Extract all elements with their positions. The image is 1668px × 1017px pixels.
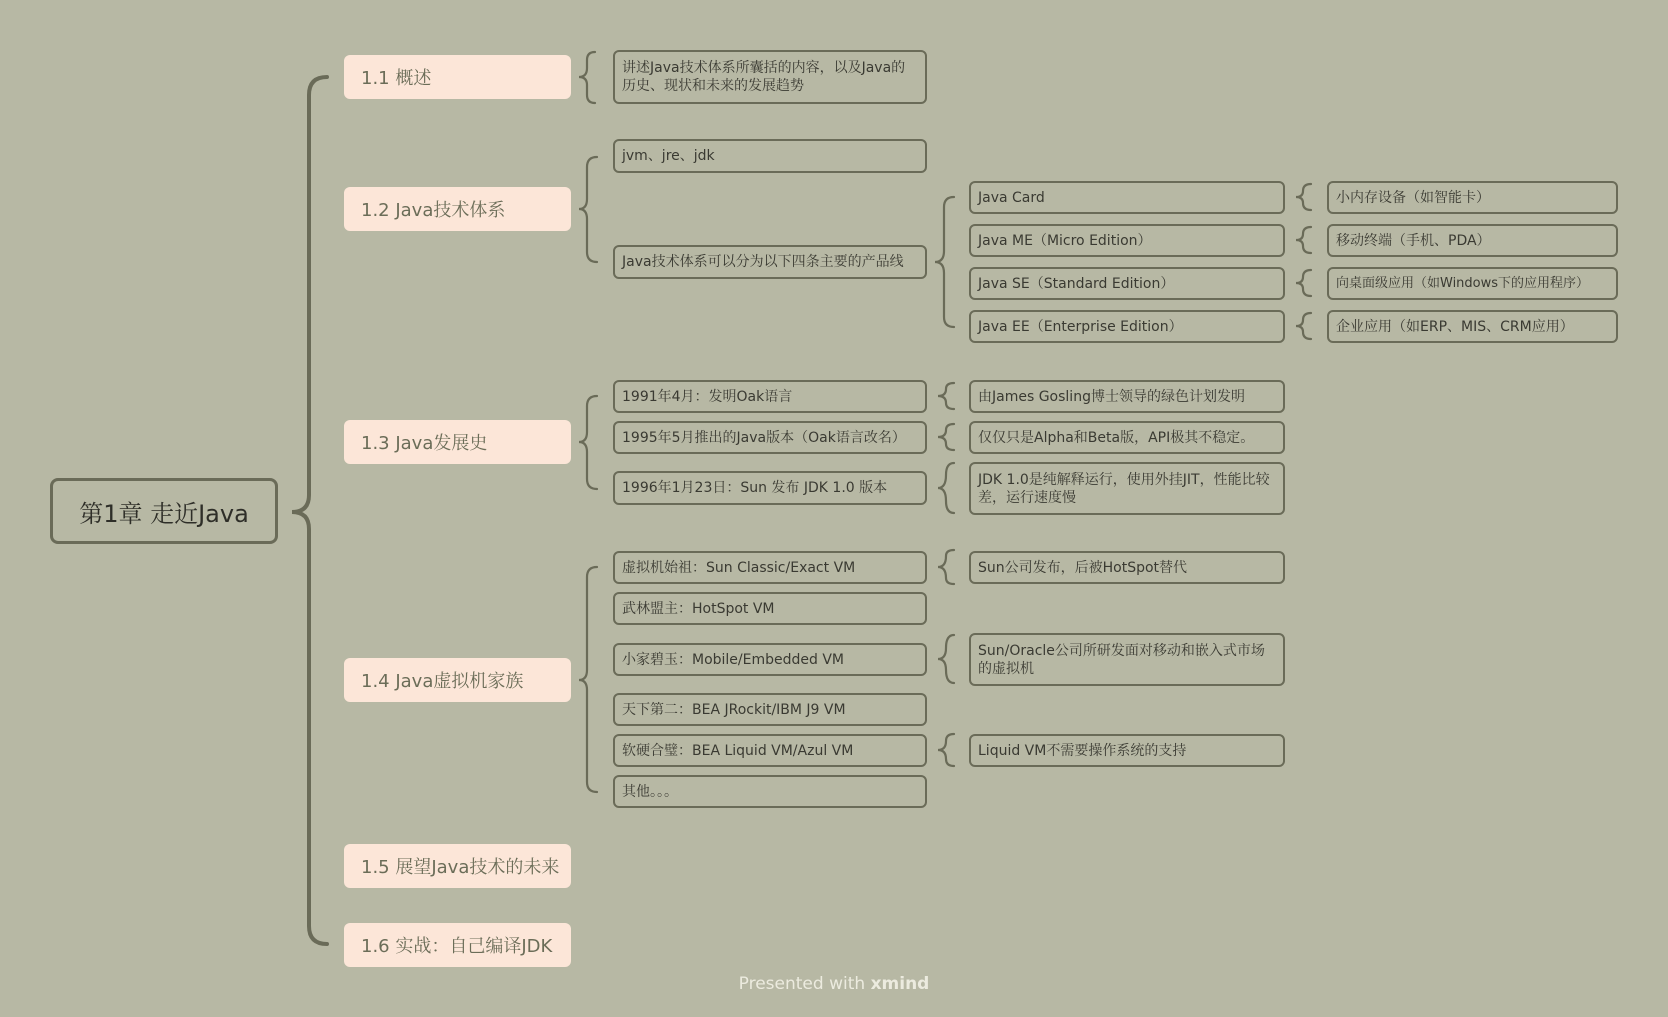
history-event-2[interactable]: [613, 471, 927, 505]
history-note-1[interactable]: [969, 421, 1285, 454]
root-topic-label: 第1章 走近Java: [79, 499, 249, 528]
vm-note-2[interactable]: [969, 734, 1285, 767]
topic-1-2-label: 1.2 Java技术体系: [361, 200, 506, 221]
root-topic[interactable]: [50, 478, 278, 544]
history-note-0[interactable]: [969, 380, 1285, 413]
product-line-0[interactable]: [969, 181, 1285, 214]
vm-item-1[interactable]: [613, 592, 927, 625]
vm-item-2-label: 小家碧玉：Mobile/Embedded VM: [622, 651, 845, 668]
history-event-0[interactable]: [613, 380, 927, 413]
product-line-1[interactable]: [969, 224, 1285, 257]
product-line-0-label: Java Card: [978, 189, 1045, 206]
product-line-desc-3-label: 企业应用（如ERP、MIS、CRM应用）: [1336, 318, 1574, 335]
s11-desc-label: 讲述Java技术体系所囊括的内容，以及Java的历史、现状和未来的发展趋势: [622, 60, 906, 94]
history-event-1[interactable]: [613, 421, 927, 454]
topic-1-4[interactable]: [344, 658, 571, 702]
topic-1-6[interactable]: [344, 923, 571, 967]
topic-1-4-label: 1.4 Java虚拟机家族: [361, 671, 524, 692]
history-event-2-label: 1996年1月23日：Sun 发布 JDK 1.0 版本: [622, 480, 888, 496]
vm-item-0-label: 虚拟机始祖：Sun Classic/Exact VM: [622, 559, 856, 576]
s11-desc[interactable]: [613, 50, 927, 104]
vm-item-3[interactable]: [613, 693, 927, 726]
topic-1-1[interactable]: [344, 55, 571, 99]
vm-note-1[interactable]: [969, 633, 1285, 686]
history-note-0-label: 由James Gosling博士领导的绿色计划发明: [978, 388, 1245, 405]
product-line-desc-3[interactable]: [1327, 310, 1618, 343]
xmind-brand: xmind: [870, 974, 930, 994]
vm-note-0[interactable]: [969, 551, 1285, 584]
vm-item-2[interactable]: [613, 643, 927, 676]
product-line-desc-2[interactable]: [1327, 267, 1618, 300]
product-line-desc-0[interactable]: [1327, 181, 1618, 214]
vm-note-0-label: Sun公司发布，后被HotSpot替代: [978, 559, 1188, 576]
s12-item-0-label: jvm、jre、jdk: [622, 148, 715, 164]
product-line-desc-0-label: 小内存设备（如智能卡）: [1336, 189, 1490, 206]
topic-1-3[interactable]: [344, 420, 571, 464]
s12-item-0[interactable]: [613, 139, 927, 173]
history-event-0-label: 1991年4月：发明Oak语言: [622, 388, 793, 405]
product-line-2-label: Java SE（Standard Edition）: [978, 275, 1175, 292]
history-event-1-label: 1995年5月推出的Java版本（Oak语言改名）: [622, 429, 906, 446]
topic-1-6-label: 1.6 实战：自己编译JDK: [361, 936, 553, 957]
vm-note-1-label: Sun/Oracle公司所研发面对移动和嵌入式市场的虚拟机: [978, 642, 1265, 677]
product-line-1-label: Java ME（Micro Edition）: [978, 232, 1152, 249]
product-line-3[interactable]: [969, 310, 1285, 343]
s12-item-1-label: Java技术体系可以分为以下四条主要的产品线: [622, 254, 904, 270]
topic-1-3-label: 1.3 Java发展史: [361, 433, 488, 454]
vm-item-4-label: 软硬合璧：BEA Liquid VM/Azul VM: [622, 742, 854, 759]
vm-item-0[interactable]: [613, 551, 927, 584]
history-note-1-label: 仅仅只是Alpha和Beta版，API极其不稳定。: [978, 429, 1255, 446]
product-line-2[interactable]: [969, 267, 1285, 300]
topic-1-5-label: 1.5 展望Java技术的未来: [361, 857, 560, 878]
vm-item-1-label: 武林盟主：HotSpot VM: [622, 600, 775, 617]
history-note-2-label: JDK 1.0是纯解释运行，使用外挂JIT，性能比较差，运行速度慢: [978, 471, 1270, 506]
s12-item-1[interactable]: [613, 245, 927, 279]
history-note-2[interactable]: [969, 462, 1285, 515]
vm-item-5-label: 其他。。。: [622, 783, 678, 800]
vm-item-3-label: 天下第二：BEA JRockit/IBM J9 VM: [622, 701, 846, 718]
topic-1-1-label: 1.1 概述: [361, 68, 432, 89]
product-line-3-label: Java EE（Enterprise Edition）: [978, 318, 1183, 335]
product-line-desc-1[interactable]: [1327, 224, 1618, 257]
vm-item-5[interactable]: [613, 775, 927, 808]
topic-1-2[interactable]: [344, 187, 571, 231]
presented-with-footer: [0, 974, 1668, 994]
vm-item-4[interactable]: [613, 734, 927, 767]
footer-text: Presented with: [738, 974, 871, 994]
topic-1-5[interactable]: [344, 844, 571, 888]
product-line-desc-2-label: 向桌面级应用（如Windows下的应用程序）: [1336, 275, 1590, 291]
vm-note-2-label: Liquid VM不需要操作系统的支持: [978, 742, 1187, 759]
product-line-desc-1-label: 移动终端（手机、PDA）: [1336, 232, 1491, 249]
